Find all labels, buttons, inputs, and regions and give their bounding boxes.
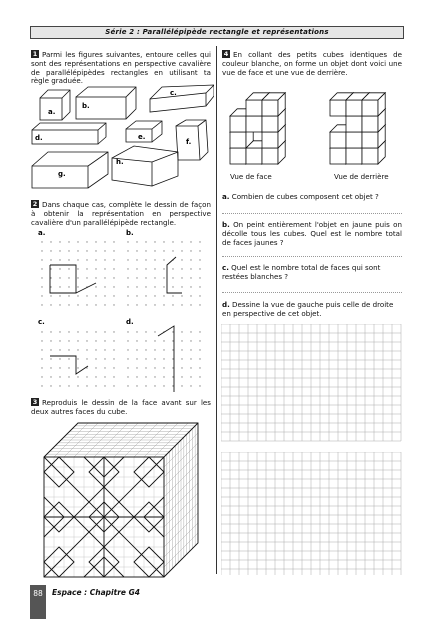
- case-label: d.: [126, 318, 134, 326]
- answer-line[interactable]: [222, 292, 402, 293]
- case-label: a.: [38, 229, 46, 237]
- case-d-drawing: [158, 326, 174, 392]
- exercise-1-text: Parmi les figures suivantes, entoure celles qui sont des représentations en perspective cavalière de parallélépipèdes rectangles en utilisant ta règle graduée.: [31, 50, 211, 86]
- question-d-text: Dessine la vue de gauche puis celle de droite en perspective de cet objet.: [222, 300, 394, 318]
- figure-label: f.: [186, 138, 192, 146]
- exercise-4-statement: [222, 50, 402, 77]
- answer-line[interactable]: [222, 213, 402, 214]
- case-b-drawing: [167, 257, 182, 293]
- question-label: a.: [222, 192, 230, 201]
- column-divider: [216, 46, 217, 574]
- exercise-3-cube: [30, 417, 214, 579]
- question-a-text: Combien de cubes composent cet objet ?: [231, 192, 379, 201]
- question-a: [222, 193, 402, 202]
- figure-label: e.: [138, 133, 146, 141]
- exercise-number: 3: [32, 398, 38, 406]
- chapter-title: Espace : Chapitre G4: [52, 588, 140, 597]
- exercise-number: 1: [32, 50, 38, 58]
- exercise-2-text: Dans chaque cas, complète le dessin de façon à obtenir la représentation en perspective cavalière d'un parallélépipède rectangle.: [31, 200, 211, 227]
- case-label: b.: [126, 229, 134, 237]
- figure-label: a.: [48, 108, 56, 116]
- figure-f: [176, 120, 208, 160]
- answer-line[interactable]: [222, 256, 402, 257]
- grid-right-view[interactable]: [221, 452, 403, 576]
- caption-front-view: Vue de face: [230, 172, 272, 181]
- exercise-3-text: Reproduis le dessin de la face avant sur les deux autres faces du cube.: [31, 398, 211, 416]
- figure-label: b.: [82, 102, 90, 110]
- page-number: 88: [33, 589, 43, 598]
- exercise-3-statement: [31, 398, 211, 417]
- exercise-number: 2: [32, 200, 38, 208]
- figure-d: [32, 123, 106, 144]
- case-label: c.: [38, 318, 45, 326]
- exercise-2-dot-grid: [28, 226, 214, 394]
- exercise-number: 4: [223, 50, 229, 58]
- question-c: [222, 264, 402, 282]
- figure-h: [112, 146, 178, 186]
- figure-g: [32, 152, 108, 188]
- question-label: b.: [222, 220, 230, 229]
- caption-back-view: Vue de derrière: [334, 172, 389, 181]
- exercise-2-statement: [31, 200, 211, 227]
- case-a-drawing: [50, 265, 76, 293]
- series-title: Série 2 : Parallélépipède rectangle et représentations: [30, 26, 404, 39]
- question-b: [222, 221, 402, 247]
- grid-left-view[interactable]: [221, 324, 403, 442]
- question-label: d.: [222, 300, 230, 309]
- exercise-1-figures: [28, 84, 214, 196]
- question-label: c.: [222, 263, 229, 272]
- figure-c: [150, 85, 214, 112]
- figure-label: c.: [170, 89, 177, 97]
- figure-label: g.: [58, 170, 66, 178]
- figure-label: h.: [116, 158, 124, 166]
- exercise-4-text: En collant des petits cubes identiques de couleur blanche, on forme un objet dont voici une vue de face et une vue de derrière.: [222, 50, 402, 77]
- question-c-text: Quel est le nombre total de faces qui sont restées blanches ?: [222, 263, 381, 281]
- question-d: [222, 301, 402, 319]
- question-b-text: On peint entièrement l'objet en jaune puis on décolle tous les cubes. Quel est le nombre total de faces jaunes ?: [222, 220, 402, 247]
- figure-label: d.: [35, 134, 43, 142]
- exercise-1-statement: [31, 50, 211, 86]
- cube-object-views: [218, 80, 408, 174]
